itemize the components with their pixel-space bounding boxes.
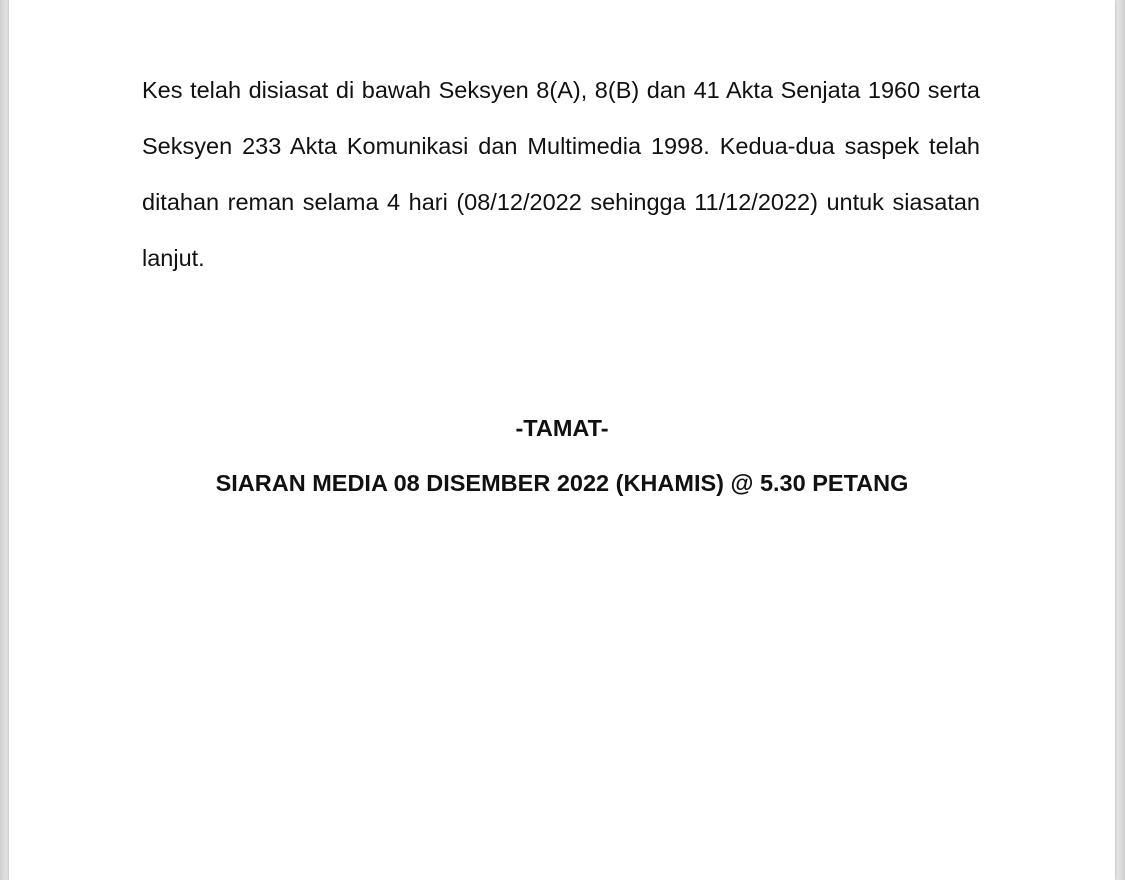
document-page <box>9 0 1115 880</box>
end-marker: -TAMAT- <box>515 415 609 441</box>
body-paragraph: Kes telah disiasat di bawah Seksyen 8(A), 8(B) dan 41 Akta Senjata 1960 serta Seksyen 233 Akta Komunikasi dan Multimedia 1998. Kedua-dua saspek telah ditahan reman selama 4 hari (08/12/2022 sehingga 11/12/2022) untuk siasatan lanjut. <box>142 77 980 271</box>
media-release-line: SIARAN MEDIA 08 DISEMBER 2022 (KHAMIS) @ 5.30 PETANG <box>215 470 909 496</box>
